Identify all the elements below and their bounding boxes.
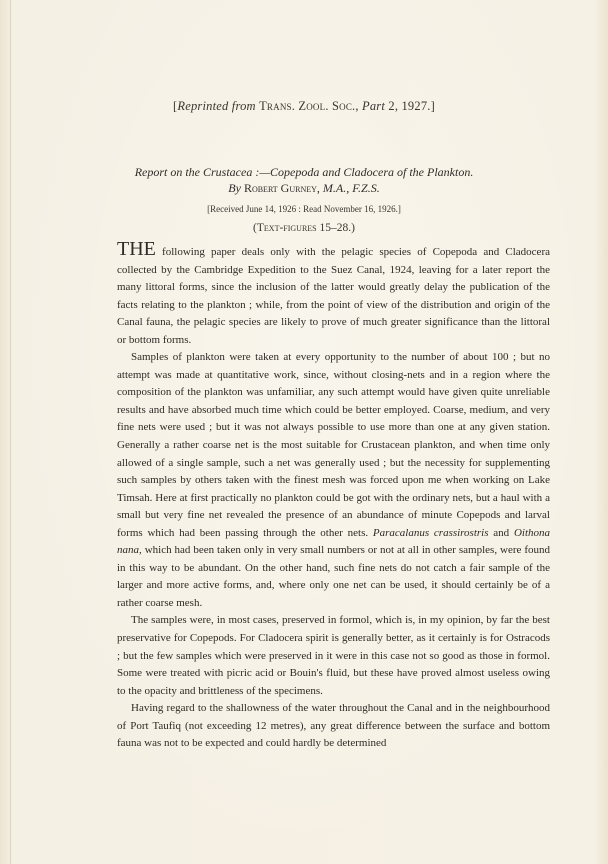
author-name: Robert Gurney,	[243, 181, 320, 195]
reprint-part: Part	[362, 99, 386, 113]
paragraph-3-text: The samples were, in most cases, preserved in formol, which is, in my opinion, by far the best preservative for Copepods. For Cladocera spirit is generally better, as it certainly is for Ostracods ; but the few samples which were preserved in it were in this case not so good as those in formol. Some were treated with picric acid or Bouin's fluid, but these have proved almost useless owing to the opacity and brittleness of the specimens.	[117, 614, 550, 697]
paragraph-4	[117, 700, 550, 753]
reprint-notice	[0, 99, 608, 114]
page-fold-shadow	[10, 0, 11, 864]
paragraph-1-text: following paper deals only with the pelagic species of Copepoda and Cladocera collected by the Cambridge Expedition to the Suez Canal, 1924, leaving for a later report the many littoral forms, since the inclusion of the latter would greatly delay the publication of the facts relating to the plankton ; while, from the point of view of the distribution and origin of the Canal fauna, the pelagic species are likely to prove of much greater significance than the littoral or bottom forms.	[117, 246, 550, 346]
author-qualifications: M.A., F.Z.S.	[322, 181, 380, 195]
species-oithona: Oithona nana,	[117, 526, 551, 557]
paragraph-2-and: and	[488, 526, 514, 539]
article-title: Report on the Crustacea :—Copepoda and Cladocera of the Plankton.	[134, 165, 474, 179]
reprint-issue: 2, 1927.]	[385, 99, 435, 113]
paragraph-3	[117, 612, 550, 700]
reprint-bracket: [	[173, 99, 178, 113]
drop-cap: THE	[117, 238, 156, 260]
paragraph-4-text: Having regard to the shallowness of the water throughout the Canal and in the neighbourhood of Port Taufiq (not exceeding 12 metres), any great difference between the surface and bottom fauna was not to be expected and could hardly be determined	[117, 702, 550, 750]
reprint-journal: Trans. Zool. Soc.,	[259, 99, 359, 113]
paragraph-2	[117, 349, 550, 612]
paragraph-2-text-a: Samples of plankton were taken at every opportunity to the number of about 100 ; but no attempt was made at quantitative work, since, without closing-nets and in a region where the composition of the plankton was unfamiliar, any such attempt would have given quite unreliable results and have absorbed much time which could be better employed. Coarse, medium, and very fine nets were used ; but it was not always possible to use more than one at any given station. Generally a rather coarse net is the most suitable for Crustacean plankton, and when time only allowed of a single sample, such a net was generally used ; but the necessity for supplementing such samples by others taken with the finest mesh was forced upon me when working on Lake Timsah. Here at first practically no plankton could be got with the ordinary nets, but a haul with a small but very fine net revealed the presence of an abundance of minute Copepods and larval forms which had been passing through the other nets.	[117, 351, 550, 539]
author-by: By	[228, 181, 241, 195]
received-dates: [Received June 14, 1926 : Read November 16, 1926.]	[207, 204, 401, 214]
species-paracalanus: Paracalanus crassirostris	[372, 526, 489, 539]
author-line	[0, 181, 608, 196]
paragraph-2-text-b: which had been taken only in very small numbers or not at all in other samples, were found in this way to be abundant. On the other hand, such fine nets do not catch a fair sample of the larger and more active forms, and, where only one net can be used, it should certainly be of a rather coarse mesh.	[117, 544, 550, 609]
text-figures-label: (Text-figures 15–28.)	[253, 222, 355, 234]
text-figures-note	[0, 222, 608, 234]
reprint-label: Reprinted from	[177, 99, 256, 113]
paragraph-1	[117, 238, 550, 349]
article-body	[117, 238, 551, 753]
